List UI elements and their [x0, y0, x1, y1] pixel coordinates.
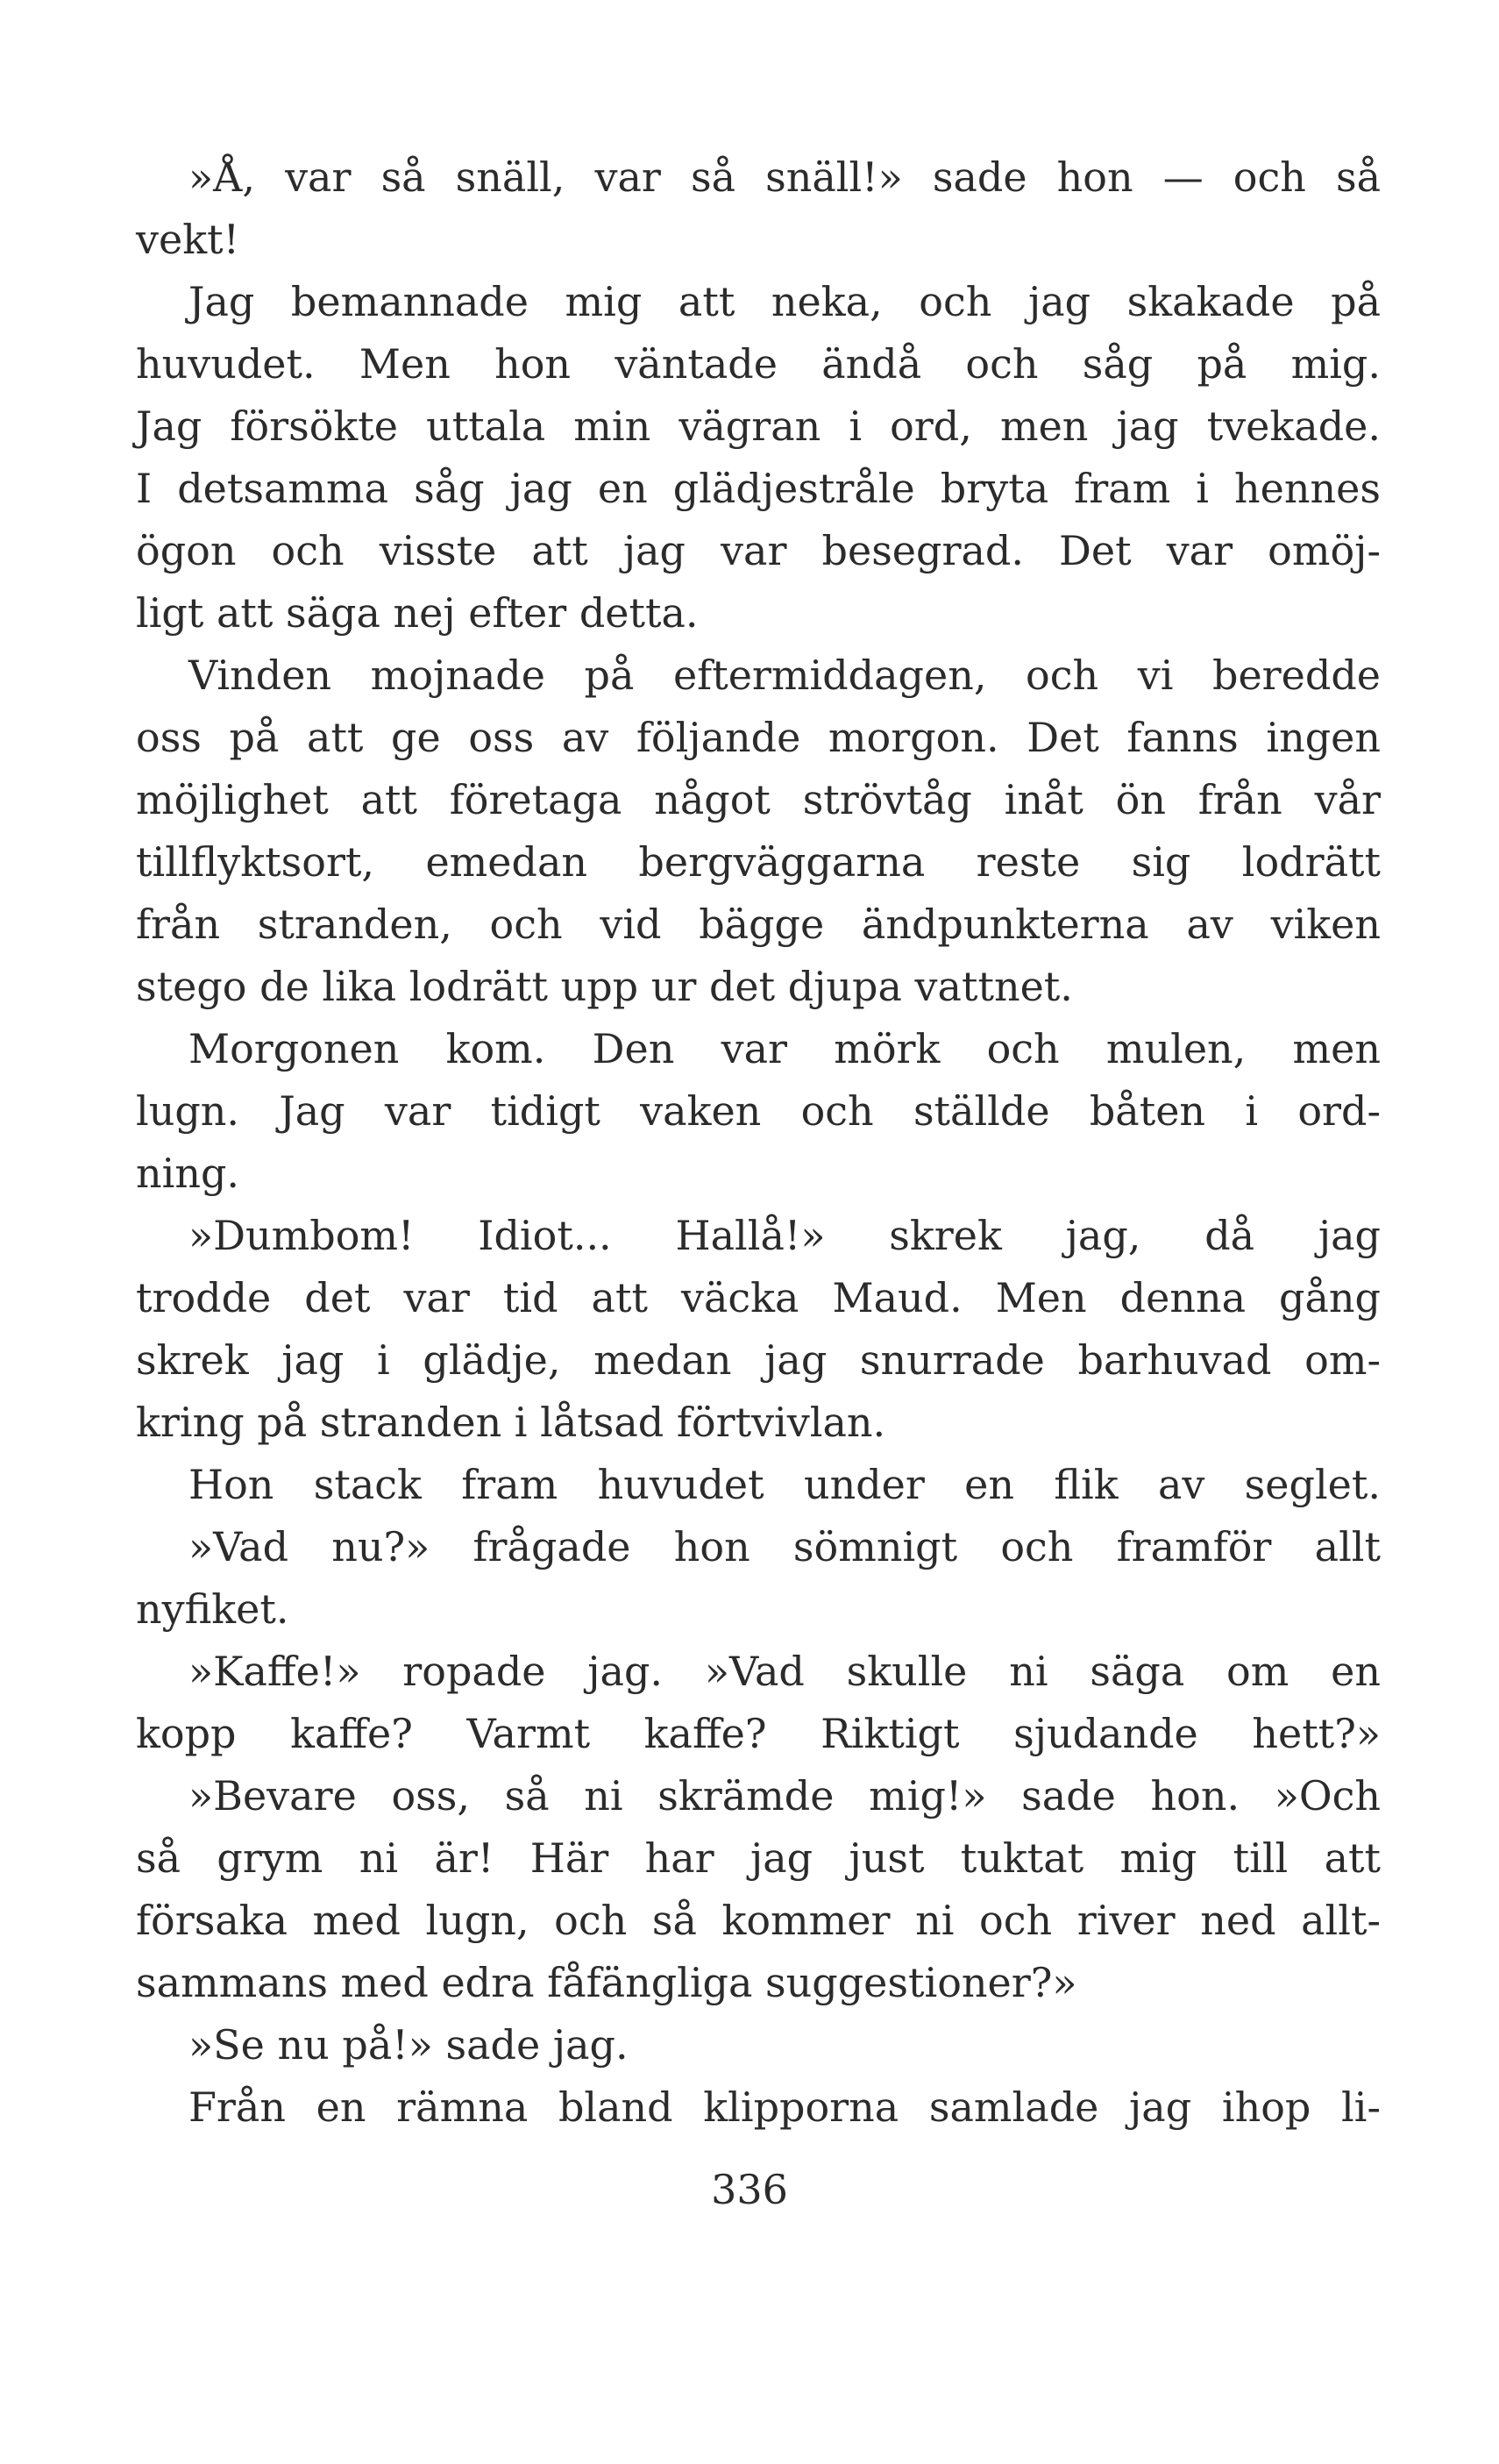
text-line: »Dumbom! Idiot... Hallå!» skrek jag, då jag [188, 1212, 1381, 1259]
text-line: ögon och visste att jag var besegrad. Det var omöj- [136, 527, 1381, 574]
text-line: Jag försökte uttala min vägran i ord, men jag tvekade. [136, 402, 1381, 450]
text-line: oss på att ge oss av följande morgon. Det fanns ingen [136, 714, 1381, 761]
text-line: »Bevare oss, så ni skrämde mig!» sade hon. »Och [188, 1772, 1381, 1820]
text-line: från stranden, och vid bägge ändpunkterna av viken [136, 901, 1381, 948]
text-line: »Vad nu?» frågade hon sömnigt och framför allt [188, 1523, 1381, 1570]
text-line: Hon stack fram huvudet under en flik av seglet. [188, 1461, 1381, 1508]
text-line: trodde det var tid att väcka Maud. Men denna gång [136, 1274, 1381, 1321]
text-line: kopp kaffe? Varmt kaffe? Riktigt sjudande hett?» [136, 1710, 1381, 1757]
text-line: sammans med edra fåfängliga suggestioner?» [136, 1959, 1077, 2006]
text-line: »Kaffe!» ropade jag. »Vad skulle ni säga om en [188, 1648, 1381, 1695]
text-line: stego de lika lodrätt upp ur det djupa vattnet. [136, 963, 1073, 1010]
text-line: huvudet. Men hon väntade ändå och såg på mig. [136, 340, 1381, 388]
text-line: »Se nu på!» sade jag. [188, 2021, 629, 2069]
text-line: skrek jag i glädje, medan jag snurrade barhuvad om- [136, 1336, 1381, 1384]
text-line: Morgonen kom. Den var mörk och mulen, men [188, 1025, 1381, 1072]
text-line: nyfiket. [136, 1585, 289, 1633]
text-line: I detsamma såg jag en glädjestråle bryta fram i hennes [136, 465, 1381, 512]
text-line: ligt att säga nej efter detta. [136, 589, 699, 637]
page-number: 336 [711, 2166, 788, 2213]
text-line: lugn. Jag var tidigt vaken och ställde båten i ord- [136, 1087, 1381, 1135]
text-line: Från en rämna bland klipporna samlade jag ihop li- [188, 2083, 1381, 2131]
text-line: Vinden mojnade på eftermiddagen, och vi beredde [188, 652, 1381, 699]
text-line: vekt! [136, 216, 240, 263]
text-line: tillflyktsort, emedan bergväggarna reste sig lodrätt [136, 838, 1381, 886]
text-line: så grym ni är! Här har jag just tuktat mig till att [136, 1834, 1381, 1882]
text-line: Jag bemannade mig att neka, och jag skakade på [188, 278, 1381, 325]
text-line: kring på stranden i låtsad förtvivlan. [136, 1399, 886, 1446]
text-line: ning. [136, 1150, 240, 1197]
text-line: möjlighet att företaga något strövtåg inåt ön från vår [136, 776, 1381, 823]
text-line: försaka med lugn, och så kommer ni och river ned allt- [136, 1897, 1381, 1944]
text-line: »Å, var så snäll, var så snäll!» sade hon — och så [188, 153, 1381, 201]
